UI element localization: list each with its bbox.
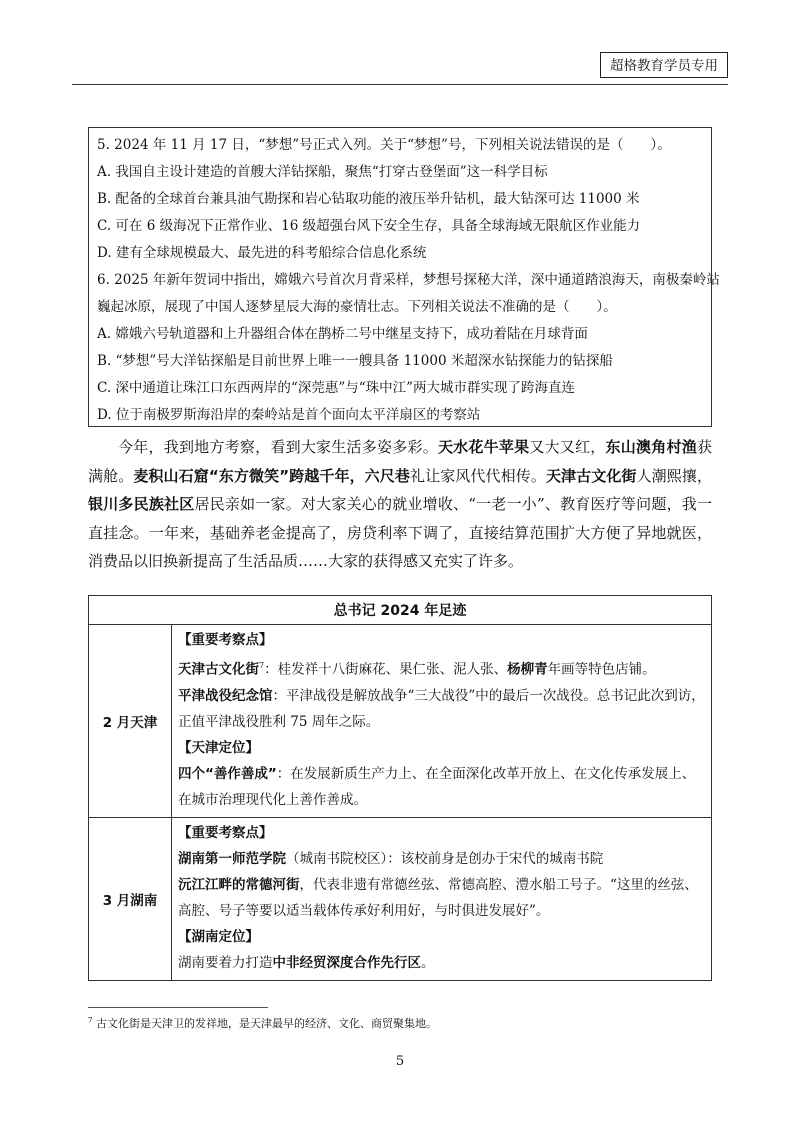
text-run: ：在发展新质生产力上、在全面深化改革开放上、在文化传承发展上、在城市治理现代化上善作善成。 [178,765,696,808]
bold-run: 天津古文化街 [178,661,259,678]
text-run: 又大又红， [529,438,606,456]
text-run: 礼让家风代代相传。 [410,466,546,485]
positioning-line [178,950,705,976]
bold-run: 中非经贸深度合作先行区 [272,954,421,971]
question-5-option-d: D. 建有全球规模最大、最先进的科考船综合信息化系统 [97,245,427,261]
footnote-divider [88,1007,268,1008]
section-heading: 【重要考察点】 [178,632,273,648]
question-5-option-a: A. 我国自主设计建造的首艘大洋钻探船，聚焦“打穿古登堡面”这一科学目标 [97,164,548,180]
row-city: 3 月湖南 [89,817,172,980]
question-6-option-b: B. “梦想”号大洋钻探船是目前世界上唯一一艘具备 11000 米超深水钻探能力的钻探船 [97,353,613,369]
footprint-table [88,595,712,981]
question-6-stem-line2: 巍起冰原，展现了中国人逐梦星辰大海的豪情壮志。下列相关说法不准确的是（ ）。 [97,299,617,315]
bold-run: 四个“善作善成” [178,765,277,782]
page-number: 5 [395,1054,405,1069]
text-run: 今年，我到地方考察，看到大家生活多姿多彩。 [118,438,438,456]
row-content [172,817,712,980]
header-tag: 超格教育学员专用 [600,52,728,78]
footnote-number: 7 [88,1016,93,1025]
speech-excerpt [88,433,712,576]
footnote [88,1015,437,1031]
footnote-ref: 7 [259,661,265,670]
bold-run: 麦积山石窟“东方微笑”跨越千年，六尺巷 [133,466,410,485]
bold-run: 湖南第一师范学院 [178,850,286,867]
footnote-text: 古文化街是天津卫的发祥地，是天津最早的经济、文化、商贸聚集地。 [95,1017,437,1030]
table-row [89,625,712,818]
question-box [88,127,720,427]
site-line [178,653,705,683]
speech-paragraph [88,433,712,576]
bold-run: 天津古文化街 [545,466,637,485]
section-heading: 【重要考察点】 [178,824,273,841]
header-divider [72,84,728,85]
site-line [178,846,705,872]
bold-run: 银川多民族社区 [88,495,195,513]
table-row [89,817,712,980]
text-run: ：桂发祥十八街麻花、果仁张、泥人张、 [264,661,508,678]
text-run: 湖南要着力打造 [178,954,273,971]
table-title: 总书记 2024 年足迹 [89,596,712,625]
bold-run: 东山澳角村渔 [605,438,697,456]
row-city: 2 月天津 [89,625,172,818]
section-heading: 【湖南定位】 [178,928,259,945]
text-run: ：平津战役是解放战争“三大战役”中的最后一次战役。总书记此次到访，正值平津战役胜利 75 周年之际。 [178,687,705,730]
question-5-option-c: C. 可在 6 级海况下正常作业、16 级超强台风下安全生存，具备全球海域无限航区作业能力 [97,218,641,234]
text-run: 人潮熙攘， [636,466,712,485]
table-header-row [89,596,712,625]
site-line [178,683,705,735]
question-6-option-a: A. 嫦娥六号轨道器和上升器组合体在鹊桥二号中继星支持下，成功着陆在月球背面 [97,326,588,342]
site-line [178,872,705,924]
bold-run: 沅江江畔的常德河街 [178,876,300,893]
text-run: 获满舱。 [88,438,712,485]
question-6-option-d: D. 位于南极罗斯海沿岸的秦岭站是首个面向太平洋扇区的考察站 [97,407,481,423]
bold-run: 天水花牛苹果 [437,438,530,456]
section-heading: 【天津定位】 [178,739,259,756]
text-run: （城南书院校区）：该校前身是创办于宋代的城南书院 [286,850,604,867]
positioning-line [178,761,705,813]
question-5-option-b: B. 配备的全球首台兼具油气勘探和岩心钻取功能的液压举升钻机，最大钻深可达 11000 米 [97,191,640,207]
text-run: 年画等特色店铺。 [547,661,656,678]
question-5-stem: 5. 2024 年 11 月 17 日，“梦想”号正式入列。关于“梦想”号，下列相关说法错误的是（ ）。 [97,137,671,153]
bold-run: 杨柳青 [507,661,548,678]
text-run: 。 [421,954,435,971]
text-run: ，代表非遗有常德丝弦、常德高腔、澧水船工号子。“这里的丝弦、高腔、号子等要以适当载体传承好利用好，与时俱进发展好”。 [178,876,698,919]
text-run: 居民亲如一家。对大家关心的就业增收、“一老一小”、教育医疗等问题，我一直挂念。一年来，基础养老金提高了，房贷利率下调了，直接结算范围扩大方便了异地就医，消费品以旧换新提高了生活品质……大家的获得感又充实了许多。 [88,495,712,570]
row-content [172,625,712,818]
bold-run: 平津战役纪念馆 [178,687,273,704]
question-6-stem-line1: 6. 2025 年新年贺词中指出，嫦娥六号首次月背采样，梦想号探秘大洋，深中通道踏浪海天，南极秦岭站 [97,272,720,288]
question-6-option-c: C. 深中通道让珠江口东西两岸的“深莞惠”与“珠中江”两大城市群实现了跨海直连 [97,380,576,396]
